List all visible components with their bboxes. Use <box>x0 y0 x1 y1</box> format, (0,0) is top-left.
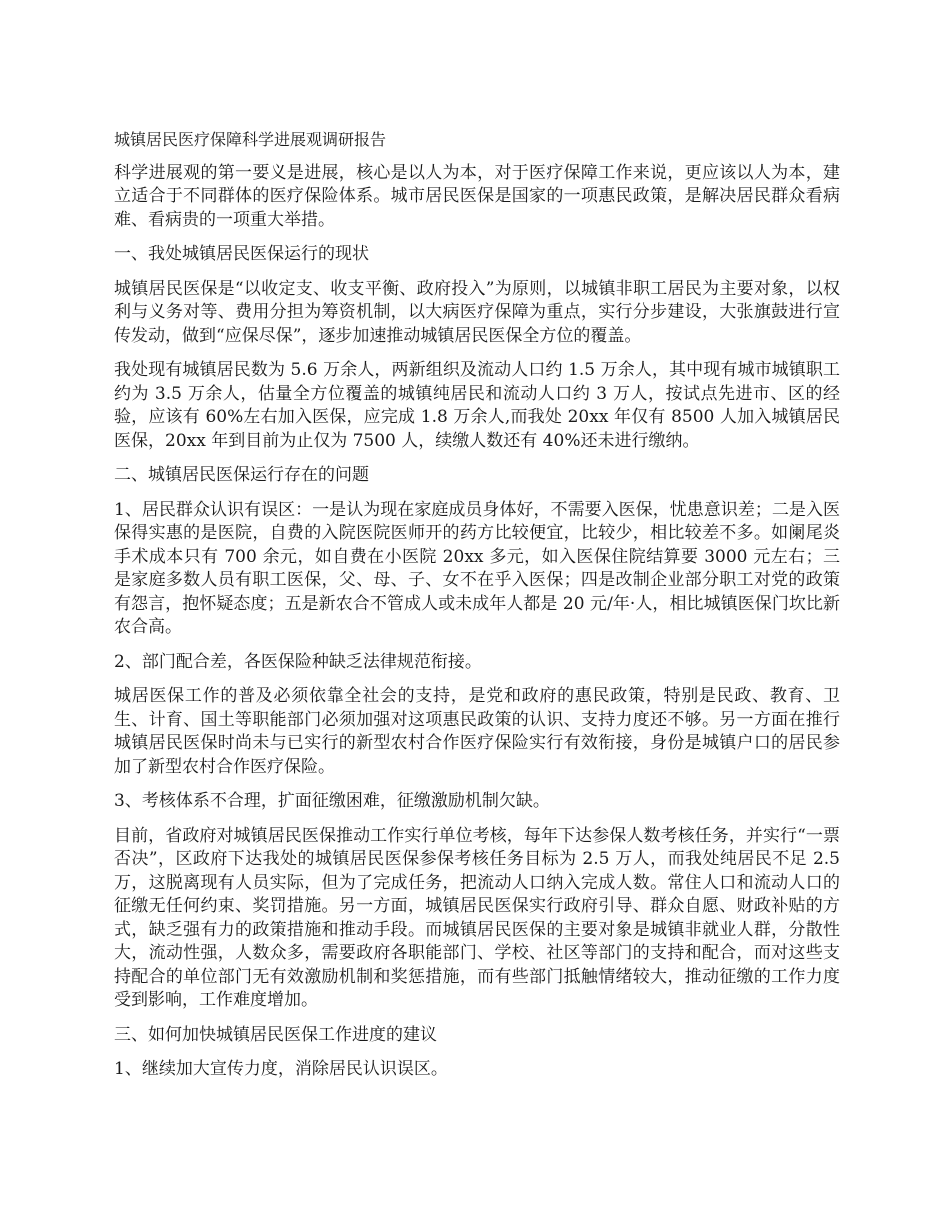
section-1-paragraph-1: 城镇居民医保是“以收定支、收支平衡、政府投入”为原则，以城镇非职工居民为主要对象，以权利与义务对等、费用分担为筹资机制，以大病医疗保障为重点，实行分步建设，大张旗鼓进行宣传发动，做到“应保尽保”，逐步加速推动城镇居民医保全方位的覆盖。 <box>114 278 840 346</box>
problem-1-paragraph: 1、居民群众认识有误区：一是认为现在家庭成员身体好，不需要入医保，忧患意识差；二是入医保得实惠的是医院，自费的入院医院医师开的药方比较便宜，比较少，相比较差不多。如阑尾炎手术成本只有 700 余元，如自费在小医院 20xx 多元，如入医保住院结算要 3000 元左右；三是家庭多数人员有职工医保，父、母、子、女不在乎入医保；四是改制企业部分职工对党的政策有怨言，抱怀疑态度；五是新农合不管成人或未成年人都是 20 元/年·人，相比城镇医保门坎比新农合高。 <box>114 499 840 637</box>
section-heading-2: 二、城镇居民医保运行存在的问题 <box>114 465 369 485</box>
section-heading-1: 一、我处城镇居民医保运行的现状 <box>114 244 369 264</box>
problem-3-paragraph: 目前，省政府对城镇居民医保推动工作实行单位考核，每年下达参保人数考核任务，并实行“一票否决”，区政府下达我处的城镇居民医保参保考核任务目标为 2.5 万人，而我处纯居民不足 2.5 万，这脱离现有人员实际，但为了完成任务，把流动人口纳入完成人数。常住人口和流动人口的征缴无任何约束、奖罚措施。另一方面，城镇居民医保实行政府引导、群众自愿、财政补贴的方式，缺乏强有力的政策措施和推动手段。而城镇居民医保的主要对象是城镇非就业人群，分散性大，流动性强，人数众多，需要政府各职能部门、学校、社区等部门的支持和配合，而对这些支持配合的单位部门无有效激励机制和奖惩措施，而有些部门抵触情绪较大，推动征缴的工作力度受到影响，工作难度增加。 <box>114 825 840 1010</box>
problem-3-heading: 3、考核体系不合理，扩面征缴困难，征缴激励机制欠缺。 <box>114 791 550 811</box>
problem-2-heading: 2、部门配合差，各医保险种缺乏法律规范衔接。 <box>114 651 482 672</box>
suggestion-1-heading: 1、继续加大宣传力度，消除居民认识误区。 <box>114 1059 448 1079</box>
document-page <box>114 128 840 1093</box>
section-heading-3: 三、如何加快城镇居民医保工作进度的建议 <box>114 1024 437 1045</box>
document-title: 城镇居民医疗保障科学进展观调研报告 <box>114 130 387 149</box>
section-1-paragraph-2: 我处现有城镇居民数为 5.6 万余人，两新组织及流动人口约 1.5 万余人，其中现有城市城镇职工约为 3.5 万余人，估量全方位覆盖的城镇纯居民和流动人口约 3 万人，按试点先进市、区的经验，应该有 60%左右加入医保，应完成 1.8 万余人,而我处 20xx 年仅有 8500 人加入城镇居民医保，20xx 年到目前为止仅为 7500 人，续缴人数还有 40%还未进行缴纳。 <box>114 360 840 451</box>
problem-2-paragraph: 城居医保工作的普及必须依靠全社会的支持，是党和政府的惠民政策，特别是民政、教育、卫生、计育、国土等职能部门必须加强对这项惠民政策的认识、支持力度还不够。另一方面在推行城镇居民医保时尚未与已实行的新型农村合作医疗保险实行有效衔接，身份是城镇户口的居民参加了新型农村合作医疗保险。 <box>114 686 840 777</box>
intro-paragraph: 科学进展观的第一要义是进展，核心是以人为本，对于医疗保障工作来说，更应该以人为本，建立适合于不同群体的医疗保险体系。城市居民医保是国家的一项惠民政策，是解决居民群众看病难、看病贵的一项重大举措。 <box>114 162 840 230</box>
